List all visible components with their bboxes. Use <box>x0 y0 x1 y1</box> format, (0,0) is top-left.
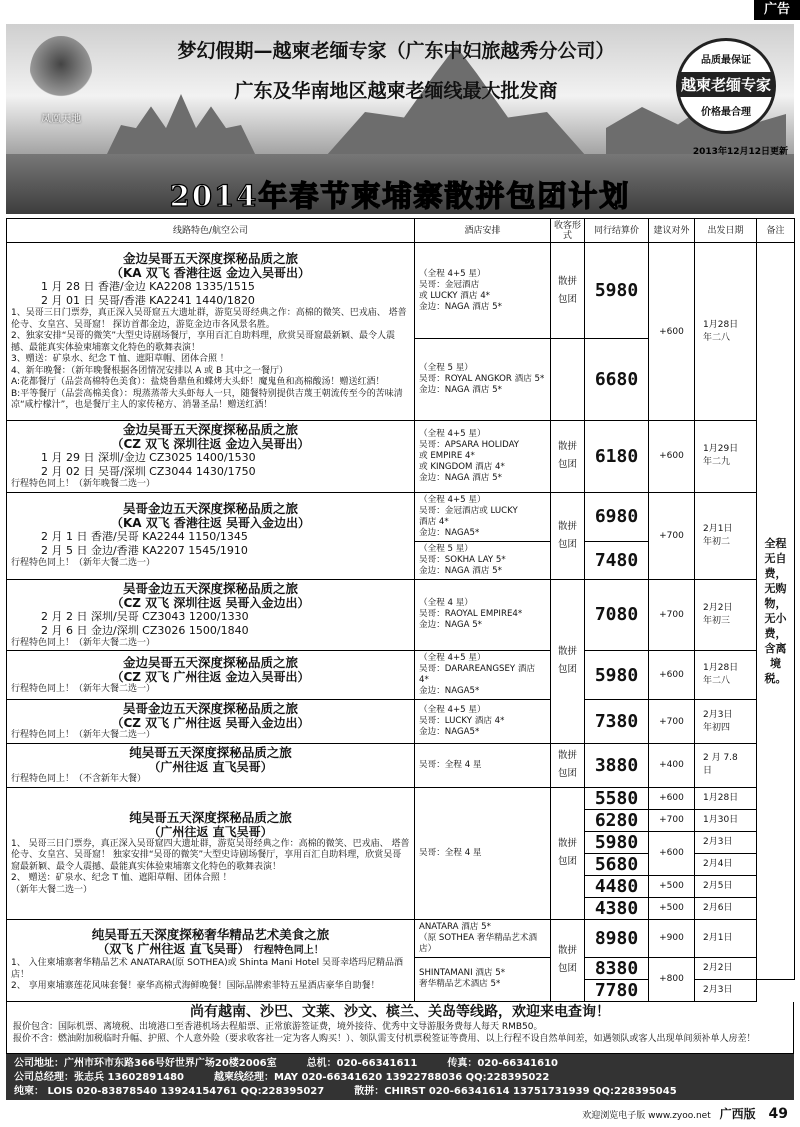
header-line-1: 梦幻假期—越柬老缅专家（广东中妇旅越秀分公司） <box>177 40 615 62</box>
price-cell: 4480 <box>585 875 649 897</box>
depart-cell: 2月5日 <box>695 875 757 897</box>
mode-sanpin: 散拼 <box>557 275 577 287</box>
tour-plan-table <box>6 218 795 1002</box>
depart-cell: 2月1日 <box>695 919 757 957</box>
mode-sanpin: 散拼 <box>557 441 577 453</box>
route-note: 2、 赠送：矿泉水、纪念 T 恤、遮阳草帽、团体合照 ！ （新年大餐二选一） <box>11 873 232 895</box>
route-cell <box>7 787 415 919</box>
header-line-2: 广东及华南地区越柬老缅线最大批发商 <box>234 80 558 102</box>
table-row <box>7 579 795 651</box>
phoenix-logo-icon <box>30 36 92 106</box>
flight-line: 2 月 02 日 吴哥/深圳 CZ3044 1430/1750 <box>41 465 256 478</box>
quality-seal <box>676 38 776 134</box>
route-cell <box>7 243 415 421</box>
table-row <box>7 492 795 541</box>
table-header-row <box>7 219 795 243</box>
price-cell: 6980 <box>585 492 649 541</box>
route-title: 金边吴哥五天深度探秘品质之旅 <box>122 251 298 267</box>
cambodia-contact: 纯柬： LOIS 020-83878540 13924154761 QQ:228395027 <box>14 1086 325 1097</box>
route-title: 纯吴哥五天深度探秘奢华精品艺术美食之旅 <box>91 927 330 943</box>
route-note: 行程特色同上！（新年晚餐二选一） <box>11 479 156 489</box>
sanpin-contact: 散拼：CHIRST 020-66341614 13751731939 QQ:228395045 <box>354 1086 677 1097</box>
route-subtitle: （广州往返 直飞吴哥） <box>148 824 273 839</box>
col-depart: 出发日期 <box>695 219 757 243</box>
hotel-cell: （全程 4+5 星） 吴哥：金冠酒店或 LUCKY 酒店 4* 金边：NAGA5* <box>415 492 551 541</box>
suggest-cell: +700 <box>649 809 695 831</box>
table-row <box>7 421 795 493</box>
depart-cell: 1月30日 <box>695 809 757 831</box>
route-note: 4、新年晚餐：（新年晚餐根据各团情况安排以 A 或 B 其中之一餐厅） <box>11 365 289 376</box>
route-subtitle: （KA 双飞 香港往返 金边入吴哥出） <box>110 266 311 281</box>
mode-cell <box>551 339 585 421</box>
table-row <box>7 744 795 788</box>
route-subtitle-main: （双飞 广州往返 直飞吴哥） <box>97 942 250 957</box>
flight-line: 2 月 01 日 吴哥/香港 KA2241 1440/1820 <box>41 294 255 308</box>
more-routes-banner: 尚有越南、沙巴、文莱、沙文、槟兰、关岛等线路，欢迎来电查询！ <box>190 1004 610 1020</box>
route-cell <box>7 579 415 651</box>
mode-sanpin: 散拼 <box>557 750 577 762</box>
route-subtitle: （CZ 双飞 深圳往返 金边入吴哥出） <box>111 437 310 451</box>
depart-cell: 2月2日 <box>695 957 757 979</box>
route-cell <box>7 919 415 1001</box>
mode-baotuan: 包团 <box>557 768 577 780</box>
price-cell: 6680 <box>585 339 649 421</box>
hotel-cell: SHINTAMANI 酒店 5* 奢华精品艺术酒店 5* <box>415 957 551 1001</box>
update-date: 2013年12月12日更新 <box>692 147 788 157</box>
route-manager: 越柬线经理：MAY 020-66341620 13922788036 QQ:228395022 <box>214 1072 550 1083</box>
route-note: 行程特色同上！（新年大餐二选一） <box>11 558 156 569</box>
hotel-cell: （全程 4+5 星） 吴哥：LUCKY 酒店 4* 金边：NAGA5* <box>415 700 551 744</box>
depart-cell: 2月6日 <box>695 897 757 919</box>
price-cell: 6280 <box>585 809 649 831</box>
suggest-cell: +700 <box>649 579 695 651</box>
seal-top-text: 品质最保证 <box>701 55 751 66</box>
route-note: 1、吴哥三日门票券，真正深入吴哥窟五大遗址群，游览吴哥经典之作：高棉的微笑、巴戎庙、 塔普伦寺、女皇宫、吴哥窟！ 探访首都金边，游览金边市各风景名胜。 <box>11 308 407 330</box>
contact-bar <box>6 1054 794 1100</box>
depart-cell: 2月1日 年初二 <box>695 492 757 579</box>
ad-tag: 广告 <box>754 0 800 20</box>
col-suggest: 建议对外 <box>649 219 695 243</box>
route-subtitle: （CZ 双飞 广州往返 吴哥入金边出） <box>111 716 310 731</box>
route-note: B:平等餐厅（品尝高棉美食）：現蒸蒸蒂大头虾每人一只，随餐特别提供吉蔑王朝流传至今的苦味清凉“咸柠檬汁”，也是餐厅主人的家传秘方、消暑圣品！赠送红酒！ <box>11 388 403 411</box>
table-row <box>7 919 795 957</box>
depart-cell: 1月28日 <box>695 787 757 809</box>
price-terms <box>6 1002 794 1054</box>
mode-sanpin: 散拼 <box>557 520 577 532</box>
hotel-cell: （全程 4+5 星） 吴哥：金冠酒店 或 LUCKY 酒店 4* 金边：NAGA 酒店 5* <box>415 243 551 339</box>
route-note: A:花都餐厅（品尝高棉特色美食）：盐烧鲁鼎鱼和蝶烤大头虾！魔鬼鱼和高棉酸汤！赠送红酒！ <box>11 377 385 388</box>
suggest-cell: +700 <box>649 492 695 579</box>
route-cell <box>7 651 415 700</box>
price-include: 报价包含：国际机票、离境税、出境港口至香港机场去程船票、正常旅游签证费，境外接待、优秀中文导游服务费每人每天 RMB50。 <box>13 1022 543 1032</box>
mode-cell <box>551 421 585 493</box>
mode-sanpin: 散拼 <box>557 838 577 849</box>
depart-cell: 2月4日 <box>695 853 757 875</box>
price-cell: 7480 <box>585 541 649 579</box>
page-footer <box>6 1104 794 1124</box>
route-note: 3、赠送：矿泉水、纪念 T 恤、遮阳草帽、团体合照 ！ <box>11 354 229 365</box>
hotel-cell: ANATARA 酒店 5* （原 SOTHEA 奢华精品艺术酒店） <box>415 919 551 957</box>
mode-baotuan: 包团 <box>557 293 577 305</box>
mode-baotuan: 包团 <box>557 856 577 867</box>
depart-cell: 1月28日 年二八 <box>695 651 757 700</box>
mode-baotuan: 包团 <box>557 538 577 550</box>
route-subtitle <box>11 942 410 958</box>
mode-cell <box>551 919 585 1001</box>
hotel-cell: （全程 5 星） 吴哥：ROYAL ANGKOR 酒店 5* 金边：NAGA 酒店 5* <box>415 339 551 421</box>
suggest-cell: +600 <box>649 787 695 809</box>
suggest-cell: +800 <box>649 957 695 1001</box>
contact-row <box>14 1071 786 1085</box>
route-subtitle: （广州往返 直飞吴哥） <box>148 760 273 774</box>
depart-cell: 2月3日 <box>695 831 757 853</box>
mode-cell <box>551 243 585 339</box>
suggest-cell: +600 <box>649 831 695 875</box>
route-note: 行程特色同上！（新年大餐二选一） <box>11 637 156 648</box>
route-note: 行程特色同上！（新年大餐二选一） <box>11 683 156 694</box>
edition-label: 广西版 <box>719 1107 756 1121</box>
route-subtitle-note: 行程特色同上！ <box>253 945 324 957</box>
route-cell <box>7 744 415 788</box>
col-mode: 收客形式 <box>551 219 585 243</box>
table-row <box>7 243 795 339</box>
flight-line: 2 月 1 日 香港/吴哥 KA2244 1150/1345 <box>41 530 248 544</box>
remark-cell: 全程无自费，无购物，无小费，含离境税。 <box>757 243 795 980</box>
suggest-cell: +500 <box>649 875 695 897</box>
flight-line: 2 月 6 日 金边/深圳 CZ3026 1500/1840 <box>41 623 249 637</box>
depart-cell: 2月2日 年初三 <box>695 579 757 651</box>
hotel-cell: （全程 5 星） 吴哥：SOKHA LAY 5* 金边：NAGA 酒店 5* <box>415 541 551 579</box>
website-link[interactable]: 欢迎浏览电子版 www.zyoo.net <box>582 1111 711 1121</box>
contact-row <box>14 1057 786 1071</box>
route-title: 纯吴哥五天深度探秘品质之旅 <box>129 745 292 760</box>
hotel-cell: （全程 4 星） 吴哥：RAOYAL EMPIRE4* 金边：NAGA 5* <box>415 579 551 651</box>
mode-sanpin: 散拼 <box>557 945 577 956</box>
route-subtitle: （CZ 双飞 深圳往返 吴哥入金边出） <box>111 595 310 610</box>
company-address: 公司地址：广州市环市东路366号好世界广场20楼2006室 <box>14 1058 277 1069</box>
price-cell: 3880 <box>585 744 649 788</box>
route-note: 2、独家安排“吴哥的微笑”大型史诗剧场餐厅，享用百汇自助料理，欣赏吴哥窟最新颖、最令人震撼、最能真实体验柬埔寨文化特色的歌舞表演！ <box>11 331 396 353</box>
suggest-cell: +600 <box>649 421 695 493</box>
route-note: 行程特色同上！（新年大餐二选一） <box>11 730 156 741</box>
route-title: 纯吴哥五天深度探秘品质之旅 <box>129 809 292 825</box>
route-note: 行程特色同上！（不含新年大餐） <box>11 774 147 784</box>
suggest-cell: +400 <box>649 744 695 788</box>
price-cell: 7780 <box>585 979 649 1001</box>
mode-baotuan: 包团 <box>557 664 577 676</box>
price-exclude: 报价不含：燃油附加税临时升幅、护照、个人意外险（要求收客社一定为客人购买！）、领队需支付机票税签证等费用、以上行程不设自然单间差，如遇领队或客人出现单间须补单人房差！ <box>13 1034 756 1044</box>
price-cell: 5580 <box>585 787 649 809</box>
route-cell <box>7 421 415 493</box>
mode-cell <box>551 744 585 788</box>
mode-cell <box>551 579 585 744</box>
table-row <box>7 787 795 809</box>
fax: 传真：020-66341610 <box>447 1058 559 1069</box>
flight-line: 1 月 29 日 深圳/金边 CZ3025 1400/1530 <box>41 451 256 464</box>
flight-line: 2 月 2 日 深圳/吴哥 CZ3043 1200/1330 <box>41 609 249 623</box>
suggest-cell: +500 <box>649 897 695 919</box>
flight-line: 2 月 5 日 金边/香港 KA2207 1545/1910 <box>41 544 248 558</box>
price-cell: 8980 <box>585 919 649 957</box>
route-title: 金边吴哥五天深度探秘品质之旅 <box>122 422 298 437</box>
price-cell: 4380 <box>585 897 649 919</box>
route-cell <box>7 700 415 744</box>
suggest-cell: +600 <box>649 243 695 421</box>
route-title: 吴哥金边五天深度探秘品质之旅 <box>122 501 298 517</box>
price-cell: 8380 <box>585 957 649 979</box>
route-note: 1、 入住柬埔寨奢华精品艺术 ANATARA(原 SOTHEA)或 Shinta Mani Hotel 吴哥幸塔玛尼精品酒店！ <box>11 958 404 980</box>
contact-row <box>14 1085 786 1099</box>
mode-baotuan: 包团 <box>557 459 577 471</box>
seal-mid-text: 越柬老缅专家 <box>679 72 773 97</box>
depart-cell: 1月29日 年二九 <box>695 421 757 493</box>
hotel-cell: 吴哥：全程 4 星 <box>415 787 551 919</box>
route-title: 吴哥金边五天深度探秘品质之旅 <box>122 580 298 596</box>
switchboard: 总机：020-66341611 <box>306 1058 418 1069</box>
col-price: 同行结算价 <box>585 219 649 243</box>
route-subtitle: （CZ 双飞 广州往返 金边入吴哥出） <box>111 669 310 684</box>
suggest-cell: +700 <box>649 700 695 744</box>
suggest-cell: +600 <box>649 651 695 700</box>
depart-cell: 2 月 7.8 日 <box>695 744 757 788</box>
price-cell: 7080 <box>585 579 649 651</box>
mode-baotuan: 包团 <box>557 963 577 974</box>
price-cell: 6180 <box>585 421 649 493</box>
temple-silhouette-left <box>106 94 256 156</box>
hotel-cell: 吴哥：全程 4 星 <box>415 744 551 788</box>
header-banner <box>6 24 794 214</box>
col-remark: 备注 <box>757 219 795 243</box>
route-note: 2、 享用柬埔寨莲花风味套餐！豪华高棉式海鲜晚餐！国际品牌索菲特五星酒店豪华自助餐！ <box>11 981 380 992</box>
general-manager: 公司总经理：张志兵 13602891480 <box>14 1072 185 1083</box>
price-cell: 5980 <box>585 243 649 339</box>
route-title: 吴哥金边五天深度探秘品质之旅 <box>122 701 298 717</box>
route-subtitle: （KA 双飞 香港往返 吴哥入金边出） <box>110 516 311 531</box>
price-cell: 5980 <box>585 831 649 853</box>
route-note: 1、 吴哥三日门票券，真正深入吴哥窟四大遗址群，游览吴哥经典之作：高棉的微笑、巴戎庙、 塔普伦寺、女皇宫、吴哥窟！ 独家安排“吴哥的微笑”大型史诗剧场餐厅，享用百汇自助料理，欣赏吴哥窟最新颖、最令人震撼、最能真实体验柬埔寨文化特色的歌舞表演！ <box>11 838 410 872</box>
route-title: 金边吴哥五天深度探秘品质之旅 <box>122 654 298 670</box>
page-title: 2014年春节柬埔寨散拼包团计划 <box>169 179 631 213</box>
hotel-cell: （全程 4+5 星） 吴哥：DARAREANGSEY 酒店 4* 金边：NAGA5* <box>415 651 551 700</box>
price-cell: 5980 <box>585 651 649 700</box>
table-row <box>7 651 795 700</box>
mode-sanpin: 散拼 <box>557 646 577 658</box>
logo-caption: 凤凰天地 <box>41 114 81 125</box>
price-cell: 5680 <box>585 853 649 875</box>
depart-cell: 2月3日 <box>695 979 757 1001</box>
price-cell: 7380 <box>585 700 649 744</box>
depart-cell: 1月28日 年二八 <box>695 243 757 421</box>
seal-bottom-text: 价格最合理 <box>701 107 751 118</box>
col-hotel: 酒店安排 <box>415 219 551 243</box>
page-number: 49 <box>768 1106 788 1122</box>
mode-cell <box>551 787 585 919</box>
col-route: 线路特色/航空公司 <box>7 219 415 243</box>
table-row <box>7 700 795 744</box>
flight-line: 1 月 28 日 香港/金边 KA2208 1335/1515 <box>41 280 255 294</box>
depart-cell: 2月3日 年初四 <box>695 700 757 744</box>
route-cell <box>7 492 415 579</box>
suggest-cell: +900 <box>649 919 695 957</box>
mode-cell <box>551 492 585 579</box>
hotel-cell: （全程 4+5 星） 吴哥：APSARA HOLIDAY 或 EMPIRE 4* 或 KINGDOM 酒店 4* 金边：NAGA 酒店 5* <box>415 421 551 493</box>
